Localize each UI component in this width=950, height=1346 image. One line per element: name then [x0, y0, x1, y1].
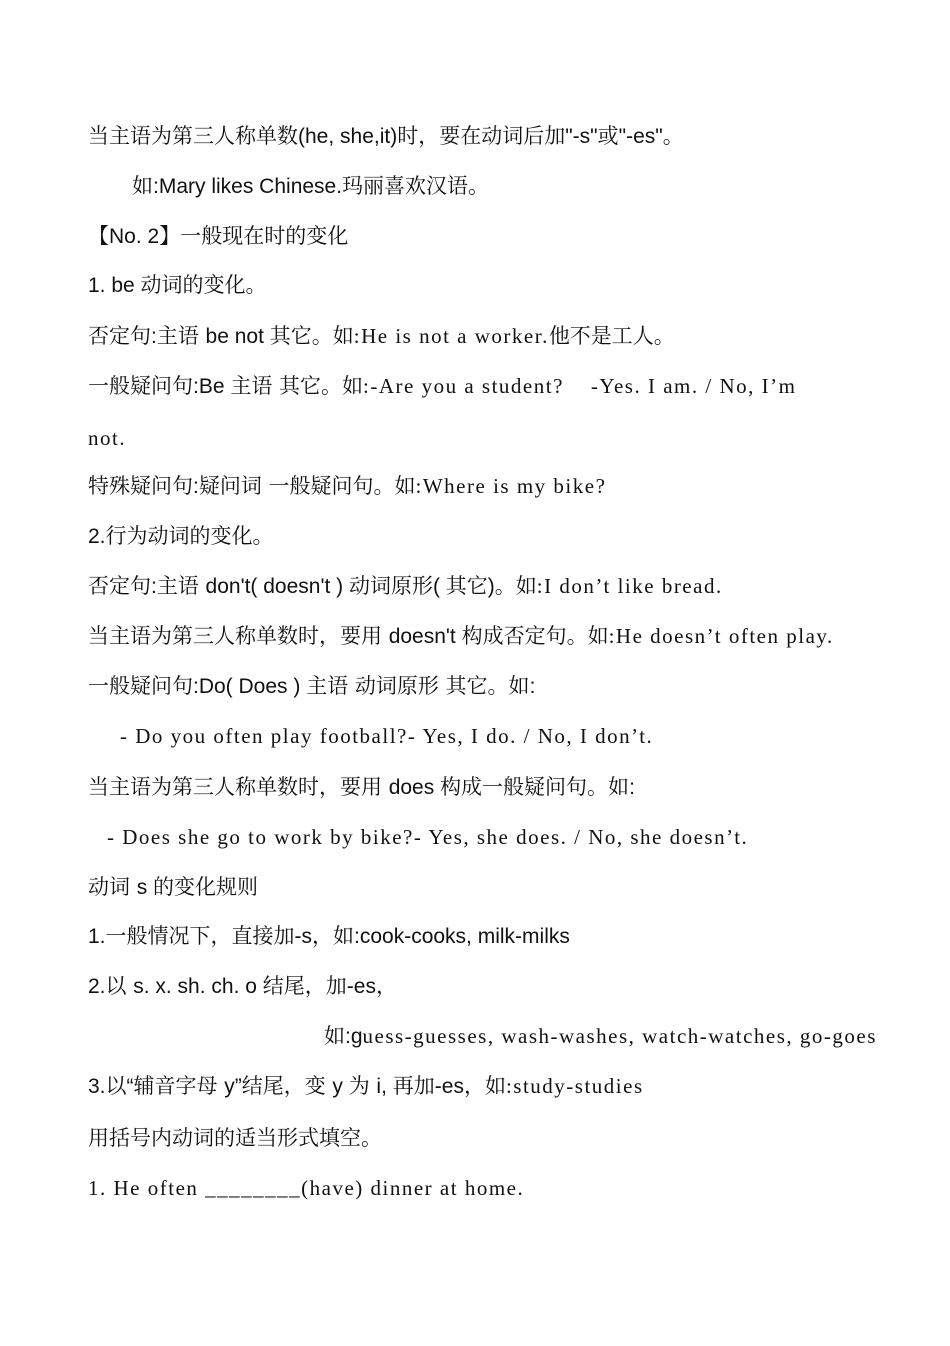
line-2 — [132, 172, 489, 201]
line-16 — [88, 873, 258, 902]
line-4 — [88, 271, 267, 300]
text-segment: :cook-cooks, milk-milks — [354, 925, 570, 948]
text-segment: don't( doesn't ) — [205, 575, 349, 598]
text-segment: 他不是工人。 — [548, 324, 675, 348]
text-segment: "-s" — [565, 125, 598, 148]
line-17 — [88, 922, 570, 951]
text-segment: 1. be — [88, 274, 141, 297]
text-segment: 1. — [88, 925, 106, 948]
text-segment: ( — [432, 575, 446, 598]
text-segment: ，如 — [312, 924, 355, 948]
text-segment: :He is not a worker. — [353, 324, 549, 348]
text-segment: -es — [434, 1075, 464, 1098]
text-segment: 其它 — [445, 574, 488, 598]
text-segment: 辅音字母 — [133, 1074, 225, 1098]
text-segment: 当主语为第三人称单数 — [88, 124, 298, 148]
text-segment: : — [529, 675, 536, 698]
text-segment: not. — [88, 426, 127, 450]
line-22 — [88, 1174, 524, 1202]
text-segment: 动词 — [88, 875, 137, 899]
text-segment: 3. — [88, 1075, 106, 1098]
text-segment: :-Are you a student? -Yes. I am. / No, I’m — [363, 374, 797, 398]
text-segment: 玛丽喜欢汉语。 — [342, 174, 490, 198]
text-segment: 如 — [132, 174, 153, 198]
text-segment: y — [332, 1075, 349, 1098]
text-segment: :study-studies — [505, 1074, 644, 1098]
text-segment: ) — [487, 575, 495, 598]
text-segment: :g — [345, 1025, 363, 1048]
text-segment: y” — [224, 1075, 242, 1098]
text-segment: 时，要在动词后加 — [397, 124, 566, 148]
text-segment: 【 — [88, 224, 109, 248]
text-segment: 以 — [105, 974, 134, 998]
text-segment: 结尾，加 — [262, 974, 347, 998]
text-segment: 1. He often ________(have) dinner at home. — [88, 1176, 525, 1200]
text-segment: -s — [294, 925, 313, 948]
text-segment: 动词原形 — [348, 574, 433, 598]
text-segment: "-es" — [618, 125, 663, 148]
text-segment: 当主语为第三人称单数时，要用 — [88, 624, 389, 648]
text-segment: 如 — [324, 1024, 345, 1048]
text-segment: 。 — [662, 124, 684, 148]
text-segment: uess-guesses, wash-washes, watch-watches, go-goes — [362, 1024, 877, 1048]
text-segment: 主语 其它。如 — [230, 374, 364, 398]
line-14 — [88, 773, 635, 802]
text-segment: :Where is my bike? — [415, 474, 607, 498]
text-segment: :I don’t like bread. — [536, 574, 723, 598]
text-segment: : — [629, 776, 635, 799]
text-segment: :Do( Does ) — [193, 675, 307, 698]
text-segment: 用括号内动词的适当形式填空。 — [88, 1126, 382, 1150]
line-15 — [107, 823, 748, 851]
text-segment: 主语 动词原形 其它。如 — [306, 674, 530, 698]
text-segment: 的变化规则 — [153, 875, 259, 899]
text-segment: 构成否定句。如 — [461, 624, 609, 648]
line-3 — [88, 222, 348, 251]
text-segment: 一般疑问句 — [88, 374, 193, 398]
text-segment: 以 — [105, 1074, 127, 1098]
line-19 — [324, 1022, 877, 1051]
line-21 — [88, 1124, 382, 1152]
text-segment: 2. — [88, 975, 106, 998]
text-segment: ，如 — [463, 1074, 506, 1098]
line-5 — [88, 322, 675, 351]
text-segment: “ — [126, 1075, 134, 1098]
text-segment: - Does she go to work by bike?- Yes, she does. / No, she doesn’t. — [107, 825, 749, 849]
line-11 — [88, 622, 834, 651]
text-segment: : — [193, 475, 199, 498]
line-20 — [88, 1072, 644, 1101]
text-segment: doesn't — [388, 625, 462, 648]
text-segment: 特殊疑问句 — [88, 474, 193, 498]
text-segment: - Do you often play football?- Yes, I do. / No, I don’t. — [120, 724, 654, 748]
text-segment: does — [388, 776, 441, 799]
text-segment: 。如 — [494, 574, 537, 598]
text-segment: s — [136, 876, 154, 899]
line-8 — [88, 472, 606, 501]
line-1 — [88, 122, 684, 151]
text-segment: -es — [346, 975, 376, 998]
line-9 — [88, 522, 274, 551]
text-segment: 动词的变化。 — [140, 273, 267, 297]
text-segment: 结尾，变 — [241, 1074, 333, 1098]
line-18 — [88, 972, 397, 1001]
text-segment: :Mary likes Chinese. — [153, 175, 343, 198]
text-segment: (he, she,it) — [298, 125, 398, 148]
text-segment: :Be — [193, 375, 231, 398]
line-7 — [88, 424, 126, 452]
text-segment: 或 — [597, 124, 619, 148]
text-segment: 2. — [88, 525, 106, 548]
text-segment: ， — [375, 974, 397, 998]
text-segment: 其它。如 — [269, 324, 354, 348]
line-10 — [88, 572, 723, 601]
text-segment: : — [151, 575, 157, 598]
line-12 — [88, 672, 535, 701]
text-segment: 】一般现在时的变化 — [159, 224, 349, 248]
text-segment: 再加 — [392, 1074, 435, 1098]
text-segment: 一般疑问句 — [88, 674, 193, 698]
text-segment: 一般情况下，直接加 — [105, 924, 295, 948]
text-segment: 行为动词的变化。 — [105, 524, 274, 548]
text-segment: 否定句 — [88, 574, 151, 598]
text-segment: be not — [205, 325, 270, 348]
text-segment: No. 2 — [109, 225, 160, 248]
text-segment: 主语 — [156, 324, 206, 348]
text-segment: 否定句 — [88, 324, 151, 348]
text-segment: 为 — [348, 1074, 377, 1098]
text-segment: :He doesn’t often play. — [608, 624, 834, 648]
text-segment: s. x. sh. ch. o — [133, 975, 263, 998]
line-13 — [120, 722, 653, 750]
text-segment: 当主语为第三人称单数时，要用 — [88, 775, 389, 799]
text-segment: i, — [376, 1075, 393, 1098]
line-6 — [88, 372, 796, 401]
text-segment: 主语 — [156, 574, 206, 598]
text-segment: 构成一般疑问句。如 — [440, 775, 630, 799]
text-segment: : — [151, 325, 157, 348]
text-segment: 疑问词 一般疑问句。如 — [198, 474, 416, 498]
